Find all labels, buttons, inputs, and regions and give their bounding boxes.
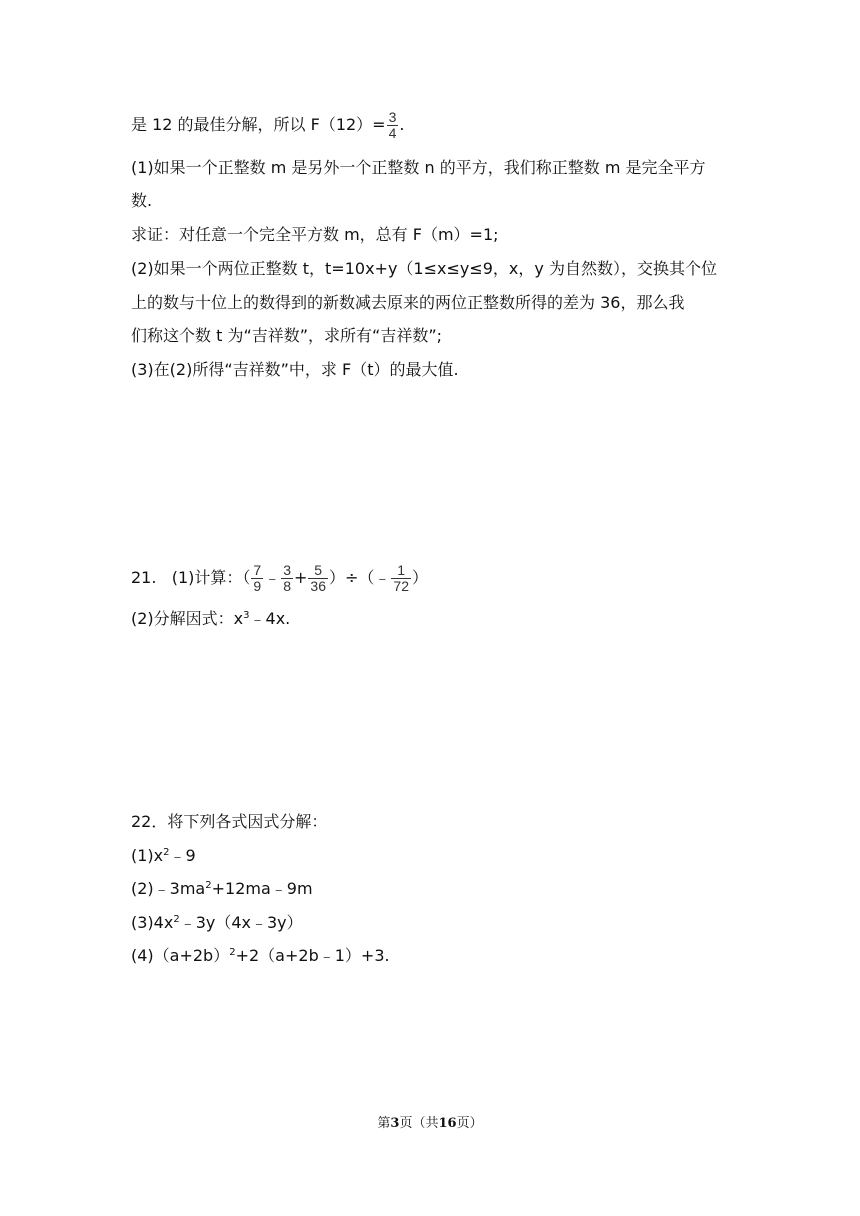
q22-item-1: $(1)x^2﹣9$ bbox=[131, 846, 196, 865]
fraction-5-36: $\frac{5}{36}$ bbox=[310, 562, 326, 594]
q20-part2-line1: (2)如果一个两位正整数 t，t=10x+y（1≤x≤y≤9，x，y 为自然数），交换其个位 bbox=[131, 259, 717, 278]
q21-part1-line: 21. (1)计算：（ $\frac{7}{9}$ ﹣ $\frac{3}{8}$ + $\frac{5}{36}$ ）÷（﹣ $\frac{1}{72}$ ） bbox=[131, 562, 428, 594]
fraction-1-72: $\frac{1}{72}$ bbox=[393, 562, 409, 594]
q20-part2-line3: 们称这个数 t 为“吉祥数”，求所有“吉祥数”; bbox=[131, 326, 442, 345]
q20-part3: (3)在(2)所得“吉祥数”中，求 F（t）的最大值. bbox=[131, 360, 459, 379]
q20-part2-line2: 上的数与十位上的数得到的新数减去原来的两位正整数所得的差为 36，那么我 bbox=[131, 293, 685, 312]
q20-part1-line1: (1)如果一个正整数 m 是另外一个正整数 n 的平方，我们称正整数 m 是完全平方 bbox=[131, 158, 706, 177]
q21-part1-prefix: (1)计算：（ bbox=[171, 568, 251, 587]
q20-part1-line2: 数. bbox=[131, 191, 153, 210]
q20-intro-text: 是 12 的最佳分解，所以 F（12）= bbox=[131, 115, 386, 134]
fraction-3-4: $\frac{3}{4}$ bbox=[388, 109, 397, 141]
q22-title: 22．将下列各式因式分解： bbox=[131, 812, 328, 831]
q21-number: 21. bbox=[131, 568, 157, 587]
q22-item-4: $(4)(a+2b)^2+2(a+2b﹣1)+3$. bbox=[131, 946, 390, 965]
q22-item-3: $(3)4x^2﹣3y(4x﹣3y)$ bbox=[131, 913, 303, 932]
fraction-7-9: $\frac{7}{9}$ bbox=[253, 562, 262, 594]
fraction-3-8: $\frac{3}{8}$ bbox=[283, 562, 291, 594]
page-total: 16 bbox=[438, 1116, 457, 1131]
q21-part2: (2)分解因式：$x^3﹣4x$. bbox=[131, 609, 291, 628]
q20-prove: 求证：对任意一个完全平方数 m，总有 F（m）=1; bbox=[131, 225, 499, 244]
q22-item-2: $(2)﹣3ma^2+12ma﹣9m$ bbox=[131, 879, 313, 898]
page-footer: 第3页（共16页） bbox=[377, 1116, 483, 1131]
q20-intro-line: 是 12 的最佳分解，所以 F（12）= $\frac{3}{4}$ . bbox=[131, 109, 405, 141]
page-number: 3 bbox=[390, 1116, 400, 1131]
